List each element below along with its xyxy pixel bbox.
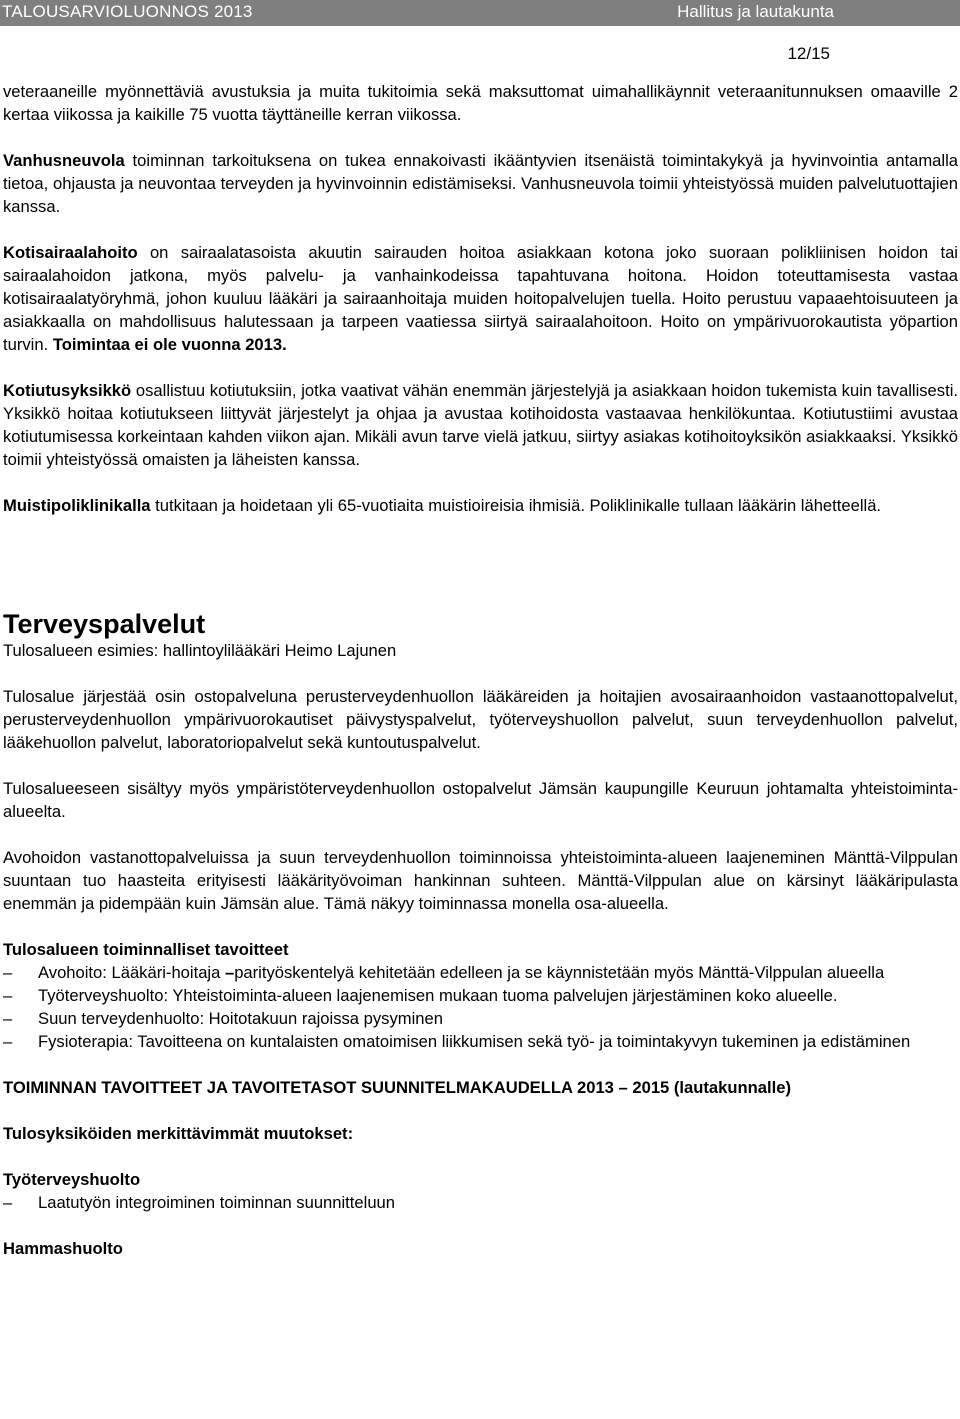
- paragraph-text: on sairaalatasoista akuutin sairauden hoitoa asiakkaan kotona joko suoraan polikliinisen hoidon tai sairaalahoidon jatkona, myös palvelu- ja vanhainkodeissa tapahtuvana hoitona. Hoidon toteuttamisesta vastaa kotisairaalatyöryhmä, johon kuuluu lääkäri ja sairaanhoitaja muiden hoitopalvelujen tuella. Hoito perustuu vapaaehtoisuuteen ja asiakkaalla on mahdollisuus halutessaan ja tarpeen vaatiessa siirtyä sairaalahoitoon. Hoito on ympärivuorokautista yöpartion turvin.: [3, 243, 958, 354]
- section-paragraph-3: Avohoidon vastanottopalveluissa ja suun terveydenhuollon toiminnoissa yhteistoiminta-alueen laajeneminen Mänttä-Vilppulan suuntaan tuo haasteita erityisesti lääkärityövoiman hankinnan suhteen. Mänttä-Vilppulan alue on kärsinyt lääkäripulasta enemmän ja pidempään kuin Jämsän alue. Tämä näkyy toiminnassa monella osa-alueella.: [3, 848, 958, 913]
- dash-bullet-icon: –: [3, 1193, 13, 1212]
- section-title: Terveyspalvelut: [3, 609, 206, 639]
- paragraph-kotisairaalahoito: [3, 241, 958, 356]
- paragraph-text: veteraaneille myönnettäviä avustuksia ja muita tukitoimia sekä maksuttomat uimahallikäynnit veteraanitunnuksen omaaville 2 kertaa viikossa ja kaikille 75 vuotta täyttäneille kerran viikossa.: [3, 82, 958, 124]
- dash-bullet-icon: –: [3, 963, 13, 982]
- section-paragraph-1: Tulosalue järjestää osin ostopalveluna perusterveydenhuollon lääkäreiden ja hoitajien avosairaanhoidon vastaanottopalvelut, perusterveydenhuollon ympärivuorokautiset päivystyspalvelut, työterveyshuollon palvelut, suun terveydenhuollon palvelut, lääkehuollon palvelut, laboratoriopalvelut sekä kuntoutuspalvelut.: [3, 687, 958, 752]
- goals-list: [3, 961, 958, 1053]
- term-vanhusneuvola: Vanhusneuvola: [3, 151, 125, 170]
- goal-text: Fysioterapia: Tavoitteena on kuntalaisten omatoimisen liikkumisen sekä työ- ja toimintakyvyn tukeminen ja edistäminen: [38, 1032, 911, 1051]
- unit-heading-hammashuolto: Hammashuolto: [3, 1239, 123, 1258]
- changes-heading: Tulosyksiköiden merkittävimmät muutokset:: [3, 1124, 354, 1143]
- goal-text: Työterveyshuolto: Yhteistoiminta-alueen laajenemisen mukaan tuoma palvelujen järjestäminen koko alueelle.: [38, 986, 838, 1005]
- paragraph-vanhusneuvola: [3, 149, 958, 218]
- page-header: [0, 0, 960, 26]
- list-item: [3, 961, 958, 984]
- dash-bullet-icon: –: [3, 1009, 13, 1028]
- header-document-title: TALOUSARVIOLUONNOS 2013: [2, 2, 253, 21]
- goals-heading: Tulosalueen toiminnalliset tavoitteet: [3, 940, 289, 959]
- paragraph-text: tutkitaan ja hoidetaan yli 65-vuotiaita muistioireisia ihmisiä. Poliklinikalle tullaan lääkärin lähetteellä.: [150, 496, 882, 515]
- plan-heading: TOIMINNAN TAVOITTEET JA TAVOITETASOT SUUNNITELMAKAUDELLA 2013 – 2015 (lautakunnalle): [3, 1078, 791, 1097]
- dash-bullet-icon: –: [3, 1032, 13, 1051]
- list-item: [3, 984, 958, 1007]
- unit-changes-list: [3, 1191, 958, 1214]
- list-item: [3, 1191, 958, 1214]
- list-item: [3, 1030, 958, 1053]
- term-kotisairaalahoito: Kotisairaalahoito: [3, 243, 138, 262]
- paragraph-text: toiminnan tarkoituksena on tukea ennakoivasti ikääntyvien itsenäistä toimintakykyä ja hyvinvointia antamalla tietoa, ohjausta ja neuvontaa terveyden ja hyvinvoinnin edistämiseksi. Vanhusneuvola toimii yhteistyössä muiden palvelutuottajien kanssa.: [3, 151, 958, 216]
- dash-bullet-icon: –: [3, 986, 13, 1005]
- section-paragraph-2: Tulosalueeseen sisältyy myös ympäristöterveydenhuollon ostopalvelut Jämsän kaupungille Keuruun johtamalta yhteistoiminta-alueelta.: [3, 779, 958, 821]
- page-number: 12/15: [787, 44, 830, 63]
- list-item: [3, 1007, 958, 1030]
- goal-text: Suun terveydenhuolto: Hoitotakuun rajoissa pysyminen: [38, 1009, 443, 1028]
- goal-text-cont: parityöskentelyä kehitetään edelleen ja se käynnistetään myös Mänttä-Vilppulan alueella: [234, 963, 885, 982]
- unit-heading-tyoterveyshuolto: Työterveyshuolto: [3, 1170, 141, 1189]
- note-no-activity-2013: Toimintaa ei ole vuonna 2013.: [52, 335, 287, 354]
- header-body-name: Hallitus ja lautakunta: [677, 2, 834, 21]
- paragraph-veterans: [3, 80, 958, 126]
- section-head: Tulosalueen esimies: hallintoylilääkäri Heimo Lajunen: [3, 641, 397, 660]
- paragraph-muistipoliklinikka: [3, 494, 958, 517]
- paragraph-kotiutusyksikko: [3, 379, 958, 471]
- goal-text: Avohoito: Lääkäri-hoitaja: [38, 963, 225, 982]
- term-muistipoliklinikka: Muistipoliklinikalla: [3, 496, 151, 515]
- document-body: [3, 80, 958, 1260]
- change-text: Laatutyön integroiminen toiminnan suunnitteluun: [38, 1193, 396, 1212]
- goal-dash: –: [224, 963, 235, 982]
- term-kotiutusyksikko: Kotiutusyksikkö: [3, 381, 132, 400]
- paragraph-text: osallistuu kotiutuksiin, jotka vaativat vähän enemmän järjestelyjä ja asiakkaan hoidon tukemista kuin tavallisesti. Yksikkö hoitaa kotiutukseen liittyvät järjestelyt ja ohjaa ja avustaa kotihoidosta vastaavaa henkilökuntaa. Kotiutustiimi avustaa kotiutumisessa korkeintaan kahden viikon ajan. Mikäli avun tarve vielä jatkuu, siirtyy asiakas kotihoitoyksikön asiakkaaksi. Yksikkö toimii yhteistyössä omaisten ja läheisten kanssa.: [3, 381, 958, 469]
